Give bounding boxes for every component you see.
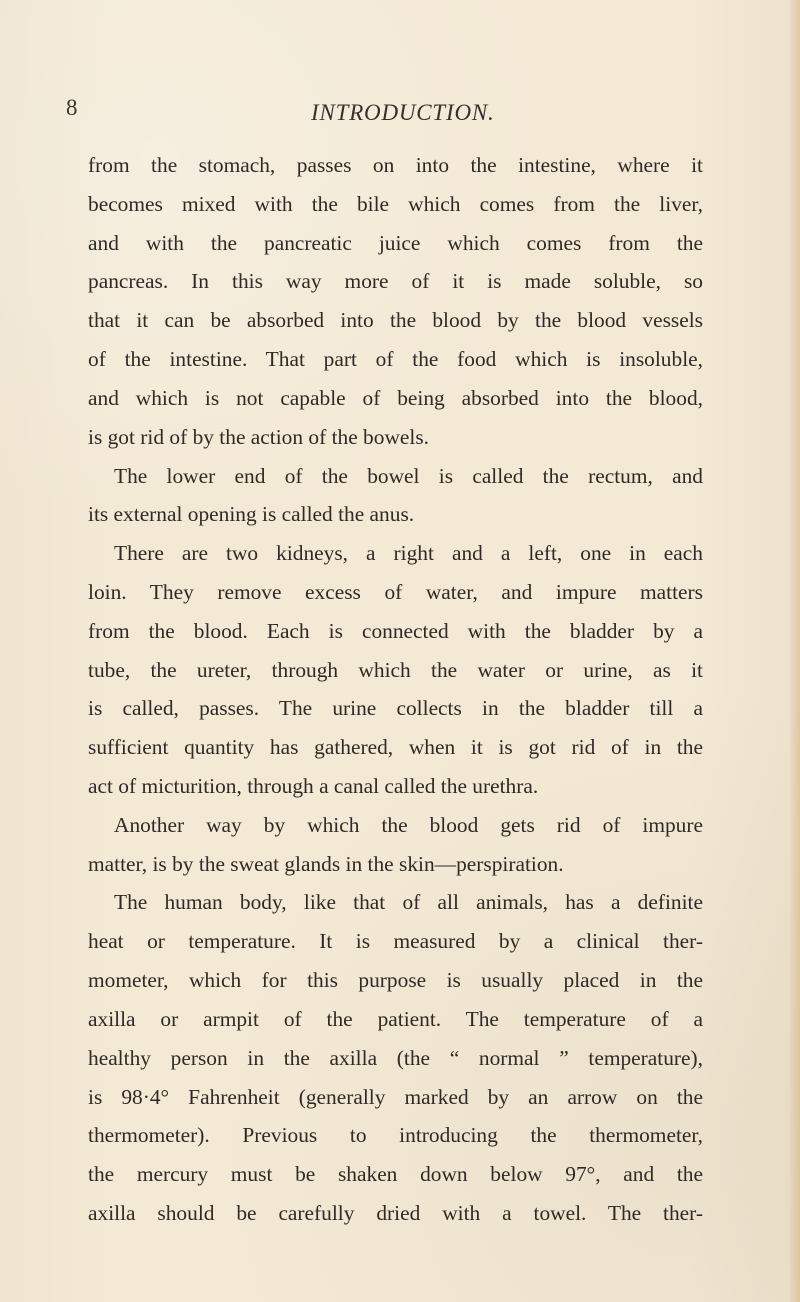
body-text <box>88 146 703 1233</box>
text-line: from the blood. Each is connected with the bladder by a <box>88 618 703 643</box>
text-line: of the intestine. That part of the food which is insoluble, <box>88 347 703 372</box>
text-line: from the stomach, passes on into the intestine, where it <box>88 153 703 177</box>
page-number: 8 <box>66 95 78 120</box>
text-line: act of micturition, through a canal called the urethra. <box>88 774 539 798</box>
paragraph-start-line: The lower end of the bowel is called the rectum, and <box>114 463 703 488</box>
running-head: INTRODUCTION. <box>311 100 495 125</box>
text-line: healthy person in the axilla (the “ normal ” temperature), <box>88 1045 703 1070</box>
page-edge-shadow <box>790 0 800 1302</box>
paragraph-start-line: The human body, like that of all animals, has a definite <box>114 890 703 915</box>
text-line: the mercury must be shaken down below 97°, and the <box>88 1162 703 1187</box>
text-line: pancreas. In this way more of it is made soluble, so <box>88 269 703 294</box>
text-line: tube, the ureter, through which the water or urine, as it <box>88 657 703 682</box>
text-line: is got rid of by the action of the bowels. <box>88 424 429 449</box>
paragraph-start-line: There are two kidneys, a right and a left, one in each <box>114 541 703 566</box>
text-line: thermometer). Previous to introducing the thermometer, <box>88 1123 703 1148</box>
text-line: and with the pancreatic juice which comes from the <box>88 230 703 255</box>
text-line: axilla or armpit of the patient. The temperature of a <box>88 1006 703 1031</box>
text-line: that it can be absorbed into the blood by the blood vessels <box>88 308 703 333</box>
text-line: heat or temperature. It is measured by a clinical ther- <box>88 929 703 954</box>
paragraph-start-line: Another way by which the blood gets rid of impure <box>114 812 703 837</box>
text-line: sufficient quantity has gathered, when it is got rid of in the <box>88 735 703 760</box>
text-line: its external opening is called the anus. <box>88 502 415 527</box>
text-line: and which is not capable of being absorbed into the blood, <box>88 385 703 410</box>
text-line: mometer, which for this purpose is usually placed in the <box>88 968 703 993</box>
text-line: loin. They remove excess of water, and impure matters <box>88 579 703 604</box>
text-line: is 98·4° Fahrenheit (generally marked by an arrow on the <box>88 1084 703 1109</box>
text-line: matter, is by the sweat glands in the skin—perspiration. <box>88 851 564 876</box>
text-line: axilla should be carefully dried with a towel. The ther- <box>88 1200 703 1225</box>
text-line: becomes mixed with the bile which comes from the liver, <box>88 191 703 216</box>
text-line: is called, passes. The urine collects in the bladder till a <box>88 696 703 721</box>
